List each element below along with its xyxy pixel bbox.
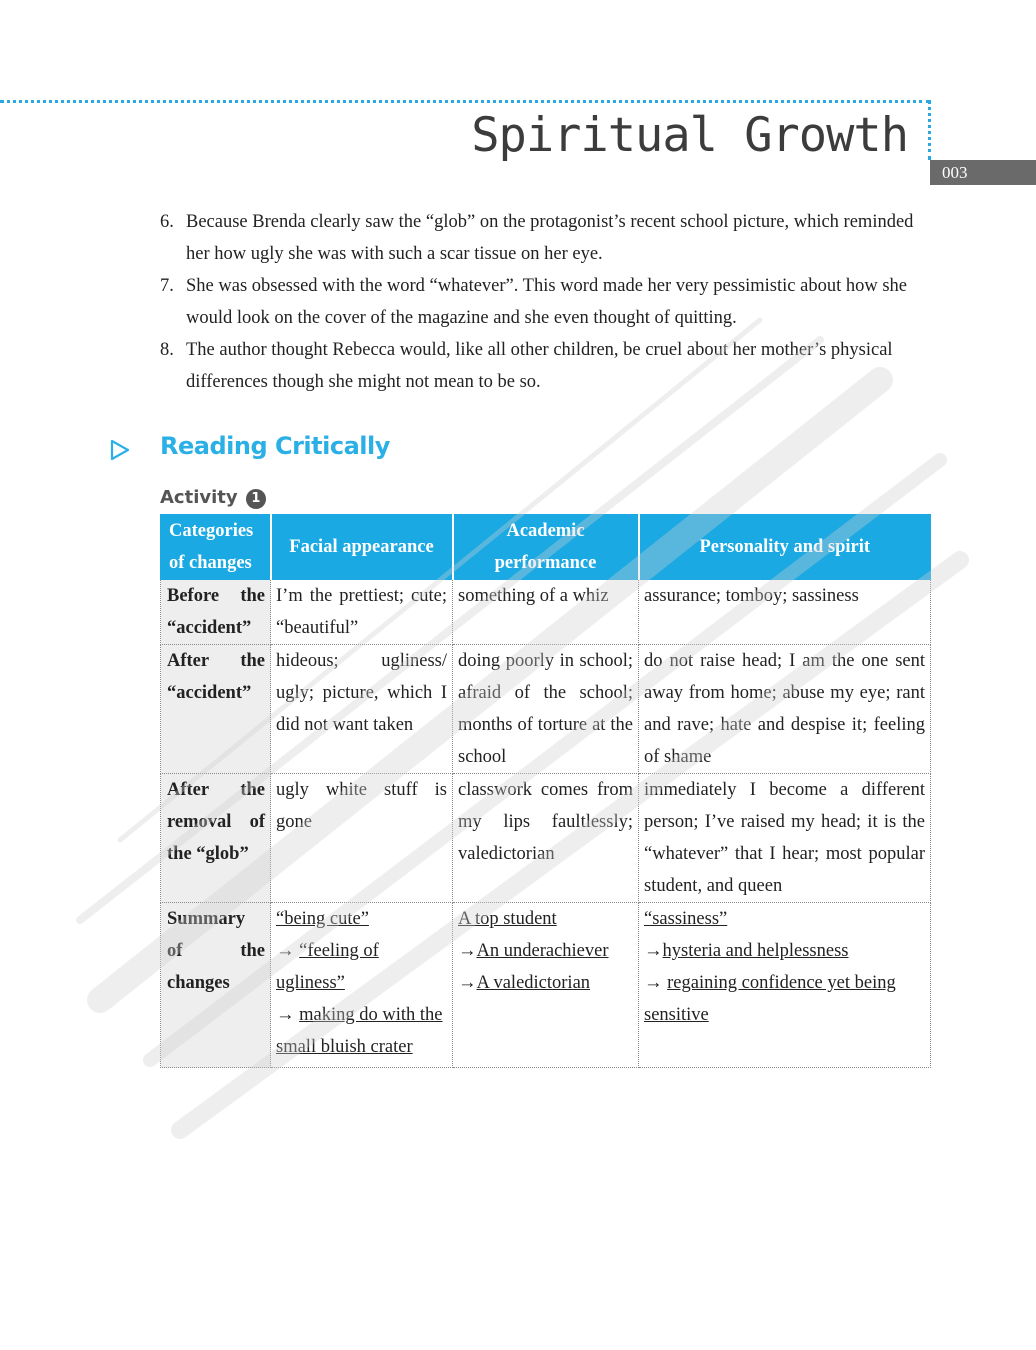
cell-academic [453, 903, 639, 1068]
cell-academic: something of a whiz [453, 580, 639, 645]
row-category: Before the “accident” [161, 580, 271, 645]
cell-facial: I’m the prettiest; cute; “beautiful” [271, 580, 453, 645]
item-number: 8. [160, 340, 174, 360]
arrow-icon: → [276, 1005, 295, 1025]
item-text: She was obsessed with the word “whatever”. This word made her very pessimistic about how she would look on the cover of the magazine and she even thought of quitting. [186, 276, 907, 328]
table-row [161, 774, 931, 903]
column-header: Academic performance [453, 515, 639, 580]
cell-facial: hideous; ugliness/ ugly; picture, which I did not want taken [271, 645, 453, 774]
table-header-row [161, 515, 931, 580]
summary-text: An underachiever [476, 941, 609, 961]
cell-academic: doing poorly in school; afraid of the school; months of torture at the school [453, 645, 639, 774]
cell-personality: immediately I become a different person; I’ve raised my head; it is the “whatever” that I hear; most popular student, and queen [639, 774, 931, 903]
cell-facial: ugly white stuff is gone [271, 774, 453, 903]
list-item [160, 270, 932, 334]
cell-academic: classwork comes from my lips faultlessly; valedictorian [453, 774, 639, 903]
table-row [161, 580, 931, 645]
item-number: 7. [160, 276, 174, 296]
arrow-icon: → [644, 973, 663, 993]
list-item [160, 334, 932, 398]
item-number: 6. [160, 212, 174, 232]
page-title: Spiritual Growth [471, 108, 908, 163]
summary-text: “sassiness” [644, 909, 728, 929]
summary-text: A valedictorian [476, 973, 591, 993]
play-triangle-icon [108, 438, 132, 462]
table-row-summary [161, 903, 931, 1068]
column-header: Personality and spirit [639, 515, 931, 580]
list-item [160, 206, 932, 270]
column-header: Categories of changes [161, 515, 271, 580]
changes-table [160, 514, 931, 1068]
page-number-tab: 003 [930, 160, 1036, 185]
header-dotted-rule [0, 100, 930, 103]
summary-text: A top student [458, 909, 557, 929]
arrow-icon: → [458, 941, 477, 961]
activity-label [160, 487, 266, 509]
arrow-icon: → [644, 941, 663, 961]
row-category: Summary of the changes [161, 903, 271, 1068]
section-heading: Reading Critically [160, 432, 390, 460]
cell-personality: assurance; tomboy; sassiness [639, 580, 931, 645]
cell-personality [639, 903, 931, 1068]
arrow-icon: → [276, 941, 295, 961]
header-dotted-rule-vertical [928, 100, 931, 160]
summary-text: “feeling of ugliness” [276, 941, 379, 993]
summary-text: making do with the small bluish crater [276, 1005, 443, 1057]
answer-list [160, 206, 932, 398]
activity-text: Activity [160, 487, 238, 508]
cell-facial [271, 903, 453, 1068]
row-category: After the removal of the “glob” [161, 774, 271, 903]
item-text: The author thought Rebecca would, like all other children, be cruel about her mother’s physical differences though she might not mean to be so. [186, 340, 893, 392]
column-header: Facial appearance [271, 515, 453, 580]
table-row [161, 645, 931, 774]
cell-personality: do not raise head; I am the one sent away from home; abuse my eye; rant and rave; hate and despise it; feeling of shame [639, 645, 931, 774]
activity-number-badge: 1 [246, 489, 266, 509]
summary-text: “being cute” [276, 909, 369, 929]
row-category: After the “accident” [161, 645, 271, 774]
summary-text: hysteria and helplessness [662, 941, 849, 961]
summary-text: regaining confidence yet being sensitive [644, 973, 896, 1025]
arrow-icon: → [458, 973, 477, 993]
item-text: Because Brenda clearly saw the “glob” on the protagonist’s recent school picture, which reminded her how ugly she was with such a scar tissue on her eye. [186, 212, 914, 264]
